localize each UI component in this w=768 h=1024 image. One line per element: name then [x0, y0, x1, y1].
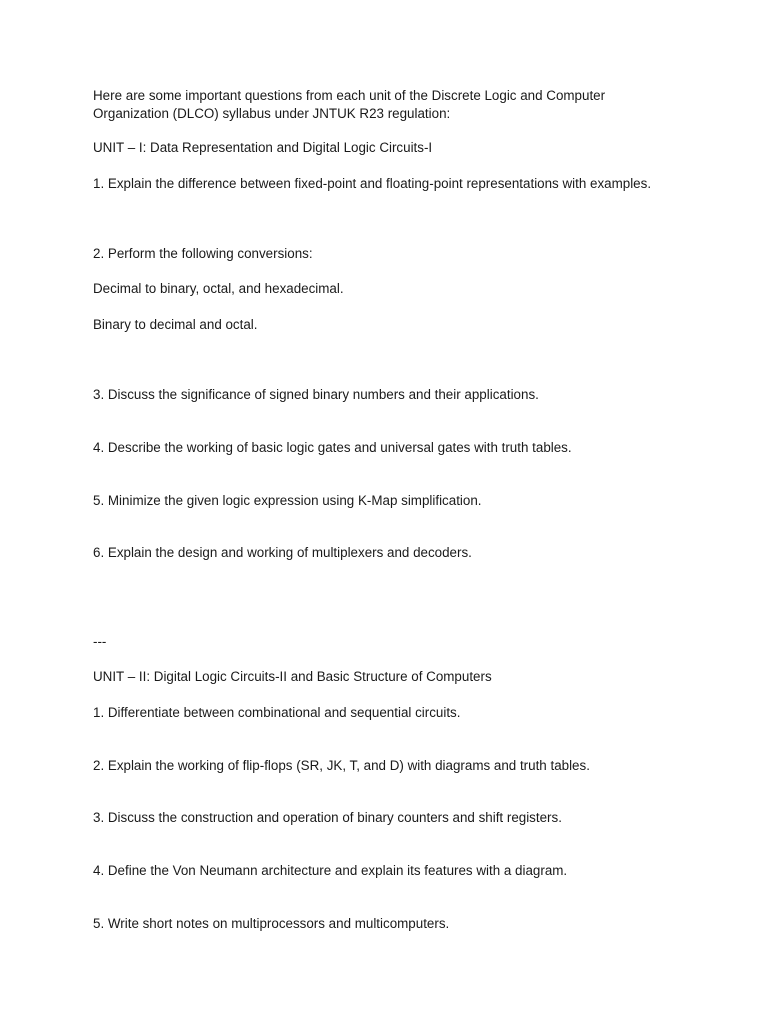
unit-2-question-3: 3. Discuss the construction and operation of binary counters and shift registers. — [93, 810, 562, 825]
unit-2-question-4: 4. Define the Von Neumann architecture and explain its features with a diagram. — [93, 863, 568, 878]
unit-1-question-2: 2. Perform the following conversions: — [93, 246, 313, 261]
unit-2-question-2: 2. Explain the working of flip-flops (SR, JK, T, and D) with diagrams and truth tables. — [93, 758, 590, 773]
intro-paragraph: Here are some important questions from each unit of the Discrete Logic and Computer Organization (DLCO) syllabus under JNTUK R23 regulation: — [93, 88, 606, 121]
unit-2-question-1: 1. Differentiate between combinational and sequential circuits. — [93, 705, 461, 720]
unit-1-question-3: 3. Discuss the significance of signed binary numbers and their applications. — [93, 387, 539, 402]
unit-1-question-4: 4. Describe the working of basic logic gates and universal gates with truth tables. — [93, 440, 572, 455]
unit-2-question-5: 5. Write short notes on multiprocessors and multicomputers. — [93, 916, 450, 931]
unit-2-heading: UNIT – II: Digital Logic Circuits-II and Basic Structure of Computers — [93, 669, 492, 684]
unit-1-question-6: 6. Explain the design and working of multiplexers and decoders. — [93, 545, 472, 560]
unit-1-question-2-item-a: Decimal to binary, octal, and hexadecimal. — [93, 281, 344, 296]
unit-1-question-1: 1. Explain the difference between fixed-point and floating-point representations with examples. — [93, 176, 652, 191]
unit-1-question-5: 5. Minimize the given logic expression using K-Map simplification. — [93, 493, 482, 508]
section-separator: --- — [93, 634, 107, 649]
unit-1-question-2-item-b: Binary to decimal and octal. — [93, 317, 258, 332]
unit-1-heading: UNIT – I: Data Representation and Digital Logic Circuits-I — [93, 140, 433, 155]
